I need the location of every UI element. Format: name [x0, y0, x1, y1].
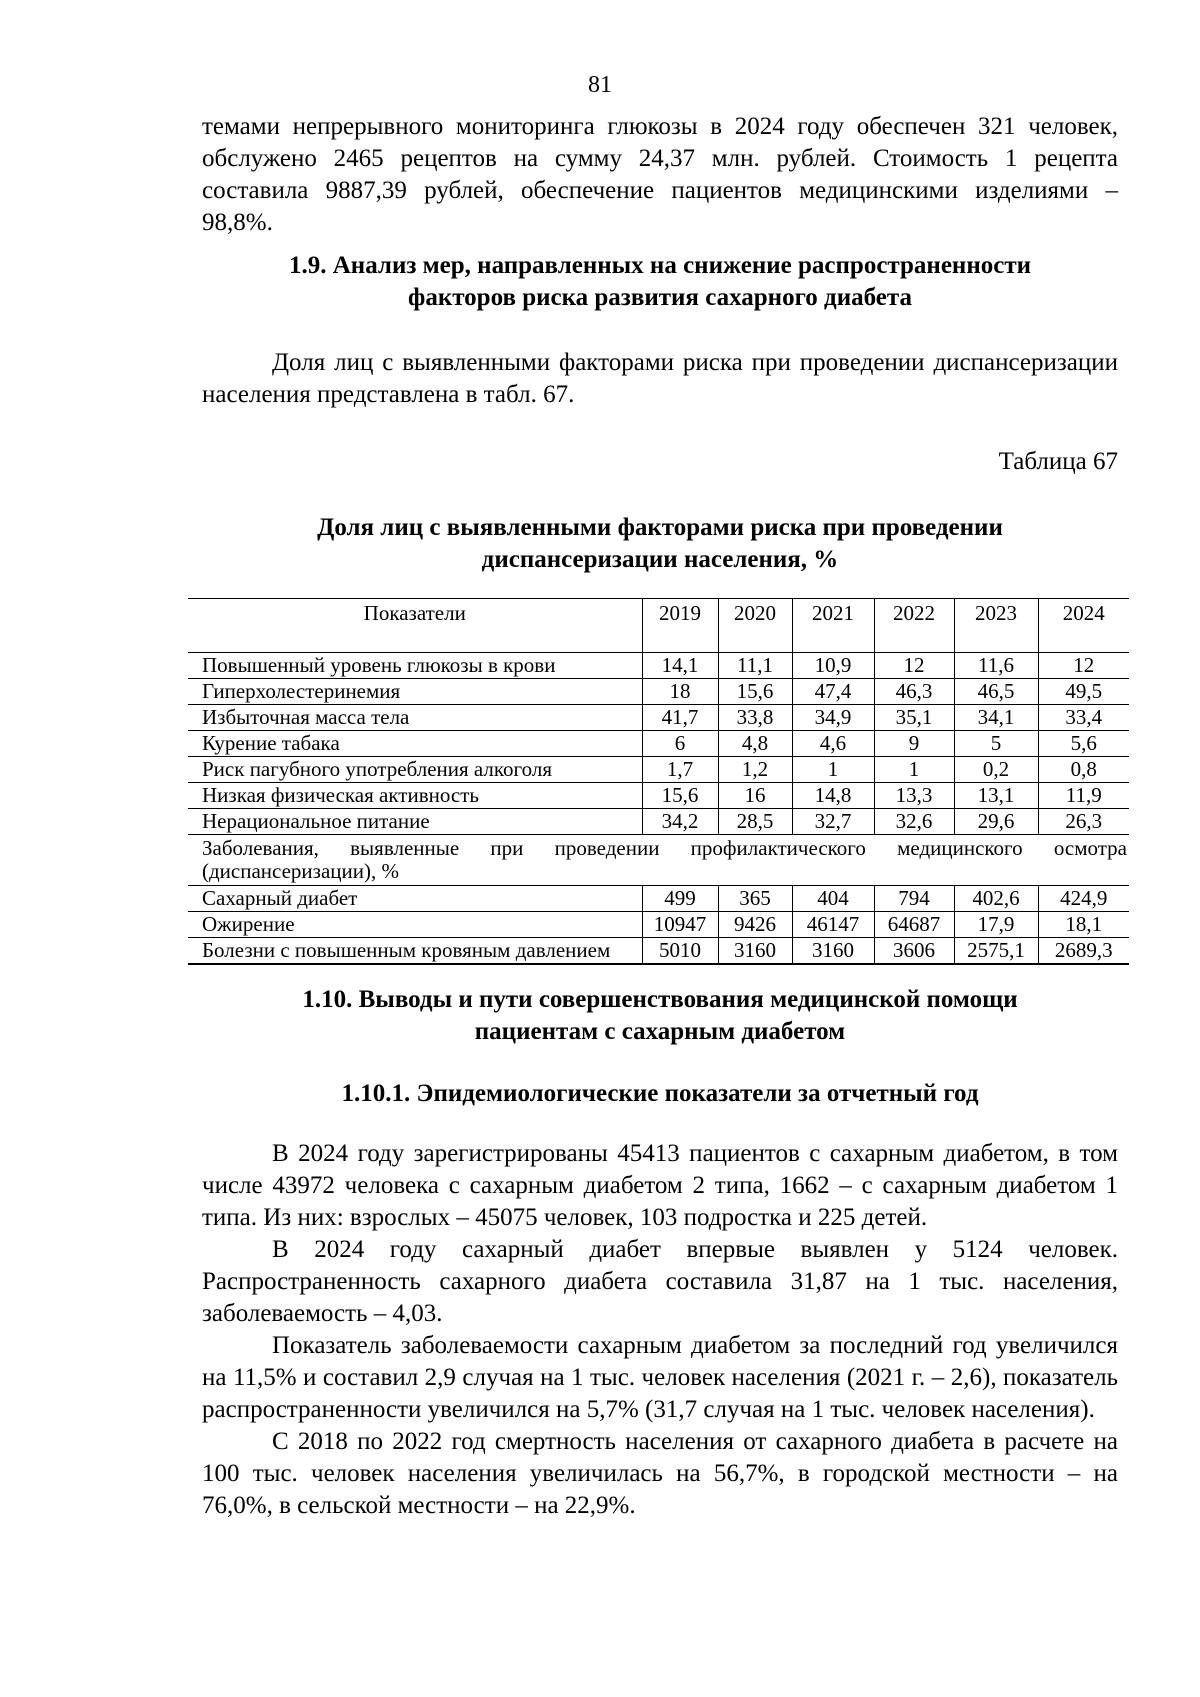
table-cell: 13,3 [874, 783, 954, 809]
table-cell: 794 [874, 886, 954, 912]
table-row [188, 653, 1129, 679]
section-1-9-heading-line2: факторов риска развития сахарного диабета [408, 284, 912, 311]
body-paragraph: В 2024 году сахарный диабет впервые выявлен у 5124 человек. Распространенность сахарного диабета составила 31,87 на 1 тыс. населения, заболеваемость – 4,03. [202, 1236, 1118, 1327]
table-cell: 49,5 [1038, 679, 1129, 705]
table-cell: 14,8 [792, 783, 874, 809]
risk-factors-table [188, 598, 1129, 965]
table-cell: 14,1 [642, 653, 718, 679]
table-cell: 26,3 [1038, 809, 1129, 835]
table-cell: 12 [1038, 653, 1129, 679]
table-cell: 1,7 [642, 757, 718, 783]
column-header: 2023 [954, 599, 1038, 653]
table-row [188, 809, 1129, 835]
body-paragraph: Показатель заболеваемости сахарным диабетом за последний год увеличился на 11,5% и составил 2,9 случая на 1 тыс. человек населения (2021 г. – 2,6), показатель распространенности увеличился на 5,7% (31,7 случая на 1 тыс. человек населения). [202, 1332, 1118, 1423]
column-header: Показатели [188, 599, 642, 653]
table-cell: 28,5 [718, 809, 792, 835]
row-label: Ожирение [188, 912, 642, 938]
table-cell: 34,2 [642, 809, 718, 835]
table-row [188, 757, 1129, 783]
table-cell: 365 [718, 886, 792, 912]
row-label: Сахарный диабет [188, 886, 642, 912]
table-cell: 32,7 [792, 809, 874, 835]
column-header: 2019 [642, 599, 718, 653]
table-row [188, 938, 1129, 965]
row-label: Повышенный уровень глюкозы в крови [188, 653, 642, 679]
table-cell: 9 [874, 731, 954, 757]
table-cell: 33,4 [1038, 705, 1129, 731]
section-1-10-1-heading: 1.10.1. Эпидемиологические показатели за отчетный год [341, 1080, 979, 1107]
table-cell: 5010 [642, 938, 718, 965]
table-row [188, 679, 1129, 705]
table-title-line1: Доля лиц с выявленными факторами риска при проведении [317, 514, 1003, 541]
table-cell: 41,7 [642, 705, 718, 731]
table-cell: 13,1 [954, 783, 1038, 809]
table-cell: 18 [642, 679, 718, 705]
table-header-row [188, 599, 1129, 653]
row-label: Избыточная масса тела [188, 705, 642, 731]
page-number: 81 [588, 72, 612, 98]
table-title [202, 512, 1118, 576]
table-cell: 46,3 [874, 679, 954, 705]
row-label: Гиперхолестеринемия [188, 679, 642, 705]
section-1-9-heading [202, 250, 1118, 314]
table-cell: 5 [954, 731, 1038, 757]
row-label: Низкая физическая активность [188, 783, 642, 809]
table-cell: 16 [718, 783, 792, 809]
table-cell: 64687 [874, 912, 954, 938]
section-1-10-heading-line2: пациентам с сахарным диабетом [474, 1018, 846, 1045]
row-label: Нерациональное питание [188, 809, 642, 835]
body-paragraph: В 2024 году зарегистрированы 45413 пациентов с сахарным диабетом, в том числе 43972 человека с сахарным диабетом 2 типа, 1662 – с сахарным диабетом 1 типа. Из них: взрослых – 45075 человек, 103 подростка и 225 детей. [202, 1140, 1118, 1231]
table-row [188, 783, 1129, 809]
table-cell: 10947 [642, 912, 718, 938]
table-cell: 3160 [792, 938, 874, 965]
table-cell: 2575,1 [954, 938, 1038, 965]
row-label: Риск пагубного употребления алкоголя [188, 757, 642, 783]
table-number: Таблица 67 [998, 448, 1118, 475]
table-cell: 47,4 [792, 679, 874, 705]
table-cell: 1,2 [718, 757, 792, 783]
table-cell: 46,5 [954, 679, 1038, 705]
table-cell: 34,1 [954, 705, 1038, 731]
column-header: 2020 [718, 599, 792, 653]
table-cell: 402,6 [954, 886, 1038, 912]
table-cell: 424,9 [1038, 886, 1129, 912]
table-subsection-label: Заболевания, выявленные при проведении профилактического медицинского осмотра (диспансеризации), % [188, 835, 1129, 886]
table-cell: 4,8 [718, 731, 792, 757]
table-cell: 9426 [718, 912, 792, 938]
table-cell: 3606 [874, 938, 954, 965]
section-1-10-heading-line1: 1.10. Выводы и пути совершенствования медицинской помощи [302, 986, 1018, 1013]
section-1-9-body [202, 347, 1118, 411]
table-cell: 1 [792, 757, 874, 783]
row-label: Курение табака [188, 731, 642, 757]
column-header: 2022 [874, 599, 954, 653]
table-cell: 11,9 [1038, 783, 1129, 809]
table-cell: 1 [874, 757, 954, 783]
table-cell: 499 [642, 886, 718, 912]
table-cell: 0,8 [1038, 757, 1129, 783]
table-cell: 0,2 [954, 757, 1038, 783]
table-row [188, 886, 1129, 912]
table-subsection-row [188, 835, 1129, 886]
table-cell: 17,9 [954, 912, 1038, 938]
column-header: 2024 [1038, 599, 1129, 653]
section-1-9-paragraph: Доля лиц с выявленными факторами риска при проведении диспансеризации населения представлена в табл. 67. [202, 349, 1118, 408]
table-cell: 18,1 [1038, 912, 1129, 938]
table-cell: 33,8 [718, 705, 792, 731]
table-cell: 32,6 [874, 809, 954, 835]
row-label: Болезни с повышенным кровяным давлением [188, 938, 642, 965]
table-cell: 10,9 [792, 653, 874, 679]
section-1-10-1-body [202, 1138, 1118, 1522]
table-cell: 11,1 [718, 653, 792, 679]
intro-paragraph: темами непрерывного мониторинга глюкозы в 2024 году обеспечен 321 человек, обслужено 2465 рецептов на сумму 24,37 млн. рублей. Стоимость 1 рецепта составила 9887,39 рублей, обеспечение пациентов медицинскими изделиями – 98,8%. [202, 113, 1118, 236]
table-cell: 5,6 [1038, 731, 1129, 757]
body-paragraph: С 2018 по 2022 год смертность населения от сахарного диабета в расчете на 100 тыс. человек населения увеличилась на 56,7%, в городской местности – на 76,0%, в сельской местности – на 22,9%. [202, 1428, 1118, 1519]
table-cell: 3160 [718, 938, 792, 965]
table-cell: 11,6 [954, 653, 1038, 679]
table-cell: 12 [874, 653, 954, 679]
table-cell: 15,6 [718, 679, 792, 705]
table-title-line2: диспансеризации населения, % [481, 546, 839, 573]
table-cell: 4,6 [792, 731, 874, 757]
table-cell: 404 [792, 886, 874, 912]
table-cell: 15,6 [642, 783, 718, 809]
table-cell: 6 [642, 731, 718, 757]
table-row [188, 705, 1129, 731]
table-cell: 35,1 [874, 705, 954, 731]
table-cell: 34,9 [792, 705, 874, 731]
table-cell: 29,6 [954, 809, 1038, 835]
section-1-9-heading-line1: 1.9. Анализ мер, направленных на снижение распространенности [288, 252, 1032, 279]
table-row [188, 731, 1129, 757]
intro-text [202, 111, 1118, 239]
table-cell: 2689,3 [1038, 938, 1129, 965]
table-cell: 46147 [792, 912, 874, 938]
column-header: 2021 [792, 599, 874, 653]
section-1-10-heading [202, 984, 1118, 1048]
table-row [188, 912, 1129, 938]
